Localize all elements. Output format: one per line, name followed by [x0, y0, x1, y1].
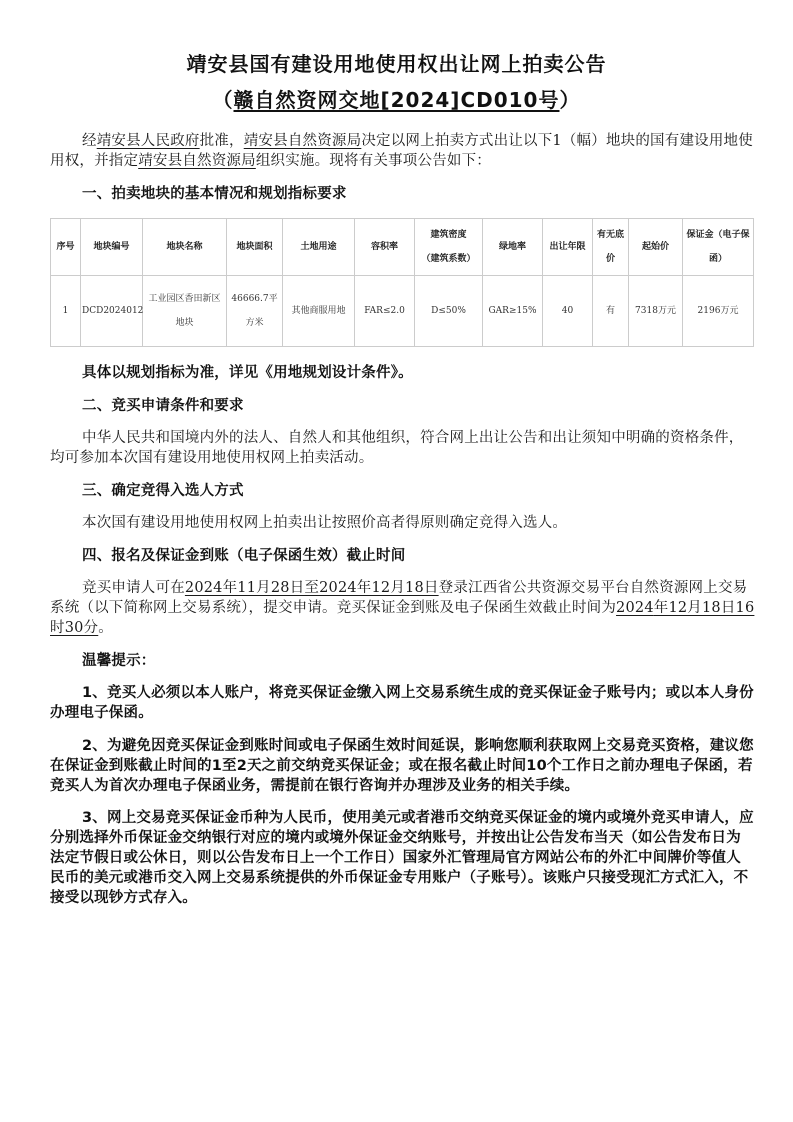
tip-3 — [50, 802, 755, 915]
table-header-cell — [683, 219, 754, 276]
header-label: （建筑系数） — [421, 254, 476, 264]
cell-plot-code: DCD2024012 — [81, 276, 143, 347]
table-header-cell — [355, 219, 415, 276]
header-label: 函） — [708, 254, 727, 264]
tip-1 — [50, 677, 755, 730]
registration-period: 2024年11月28日至2024年12月18日 — [184, 580, 439, 596]
section-4-heading: 四、报名及保证金到账（电子保函生效）截止时间 — [82, 547, 406, 564]
intro-text: 组织实施。现将有关事项公告如下： — [255, 153, 492, 169]
tip-2-part: 2、为避免因竞买保证金到账时间或电子保函生效时间延误，影响您顺利获取网上交易竞买资 — [82, 737, 681, 754]
intro-text: 批准， — [199, 133, 244, 149]
section-2-text — [50, 422, 755, 475]
cell-area — [227, 276, 283, 347]
section-2-text-part: 中华人民共和国境内外的法人、自然人和其他组织，符合网上出让公告和出让须知中明确的资 — [82, 430, 685, 446]
header-label: 有无底 — [596, 230, 624, 240]
tip-2-part: 续。 — [549, 777, 580, 794]
cell-reserve-price: 有 — [593, 276, 629, 347]
plot-name-line: 地块 — [175, 318, 194, 328]
header-label: 出让年限 — [549, 242, 586, 252]
tip-3-part: 号）。该账户只接受现汇方式汇入，不接受以现钞方式存入。 — [50, 870, 749, 906]
cell-term: 40 — [543, 276, 593, 347]
table-header-cell — [593, 219, 629, 276]
tip-3-part: 请人，应分别选择外币保证金交纳银行对应的境内或境外保证金交纳账号，并按出让公告发布当天 — [50, 810, 754, 846]
notice-title: 靖安县国有建设用地使用权出让网上拍卖公告 — [186, 52, 607, 76]
section-4-text: 登录江西省公共资源交易平台自然资源网上 — [438, 580, 718, 596]
section-3-heading: 三、确定竞得入选人方式 — [82, 482, 244, 499]
doc-number: 赣自然资网交地[2024]CD010号 — [233, 88, 560, 112]
table-header-cell — [81, 219, 143, 276]
doc-number-open-paren: （ — [212, 88, 234, 112]
tips-heading: 温馨提示： — [82, 652, 156, 669]
tip-1-part: 1、竞买人必须以本人账户，将竞买保证金缴入网上交易系统生成的竞买保证金子账号内；或以 — [82, 685, 695, 701]
header-label: 保证金（电子保 — [686, 230, 750, 240]
area-line: 46666.7平 — [231, 294, 278, 304]
header-label: 地块面积 — [236, 242, 273, 252]
header-label: 土地用途 — [300, 242, 337, 252]
header-label: 序号 — [56, 242, 75, 252]
table-header-cell — [543, 219, 593, 276]
table-header-cell — [483, 219, 543, 276]
tip-1-part: 本人身份办理电子保函。 — [50, 685, 754, 721]
deadline: 2024 — [616, 600, 654, 616]
cell-seq: 1 — [51, 276, 81, 347]
planning-note: 具体以规划指标为准，详见《用地规划设计条件》。 — [82, 365, 413, 381]
section-4-text: 交易系统（以下简称网上交易系统），提交申请。竞买保证金到账及电子保函生效截止时间为 — [50, 580, 748, 616]
section-3-text: 本次国有建设用地使用权网上拍卖出让按照价高者得原则确定竞得入选人。 — [82, 515, 568, 531]
table-header-cell — [227, 219, 283, 276]
cell-density: D≤50% — [415, 276, 483, 347]
tip-2-part: 前办理电子保函，若竞买人为首次办理电子保函业务，需提前在银行咨询并办理涉及业务的相关手 — [50, 757, 753, 794]
cell-land-use: 其他商服用地 — [283, 276, 355, 347]
header-label: 价 — [605, 254, 615, 264]
table-header-cell — [415, 219, 483, 276]
section-2-heading: 二、竞买申请条件和要求 — [82, 397, 244, 414]
header-label: 建筑密度 — [430, 230, 467, 240]
tip-2 — [50, 730, 755, 803]
tip-2-part: 格，建议您在保证金到账截止时间的1至2天之前交纳竞买保证金；或在报名截止时间10个工作日之 — [50, 737, 754, 774]
deadline: 年12月18日16时30分 — [50, 600, 755, 636]
tip-3-part: （如公告发布日为法定节假日或公休日，则以公告发布日上一个工作日）国家外汇管理局官方网站 — [50, 830, 741, 866]
section-2-text-part: 格条件，均可参加本次国有建设用地使用权网上拍卖活动。 — [50, 430, 744, 466]
table-row — [51, 276, 754, 347]
cell-green-ratio: GAR≥15% — [483, 276, 543, 347]
doc-number-close-paren: ） — [559, 88, 581, 112]
intro-text: 决定以网上拍卖方式出让以下1（幅）地块的国有建 — [361, 133, 695, 149]
table-header-cell — [283, 219, 355, 276]
header-label: 地块编号 — [93, 242, 130, 252]
header-label: 地块名称 — [166, 242, 203, 252]
plot-name-line: 工业园区香田新区 — [148, 294, 221, 304]
cell-plot-name — [143, 276, 227, 347]
decider-name: 靖安县自然资源局 — [243, 133, 362, 149]
cell-deposit: 2196万元 — [683, 276, 754, 347]
section-4-text: 竞买申请人可在 — [82, 580, 185, 596]
intro-text: 经 — [82, 133, 97, 149]
table-header-row — [51, 219, 754, 276]
header-label: 容积率 — [370, 242, 398, 252]
cell-far: FAR≤2.0 — [355, 276, 415, 347]
tip-3-part: 3、网上交易竞买保证金币种为人民币，使用美元或者港币交纳竞买保证金的境内或境外竞买申 — [82, 810, 695, 826]
section-1-heading: 一、拍卖地块的基本情况和规划指标要求 — [82, 185, 347, 202]
tip-3-part: 公布的外汇中间牌价等值人民币的美元或港币交入网上交易系统提供的外币保证金专用账户（子账 — [50, 850, 741, 886]
approver-name: 靖安县人民政府 — [96, 133, 200, 149]
section-4-text: 。 — [98, 620, 113, 636]
intro-text: 设用地使用权，并指定 — [50, 133, 753, 169]
executor-name: 靖安县自然资源局 — [138, 153, 256, 169]
notice-doc-number — [0, 87, 793, 113]
area-line: 方米 — [245, 318, 264, 328]
table-header-cell — [143, 219, 227, 276]
header-label: 绿地率 — [498, 242, 526, 252]
section-4-paragraph — [50, 572, 755, 645]
plot-table — [50, 218, 754, 347]
intro-paragraph — [50, 125, 755, 178]
header-label: 起始价 — [641, 242, 669, 252]
table-header-cell — [51, 219, 81, 276]
cell-start-price: 7318万元 — [629, 276, 683, 347]
table-header-cell — [629, 219, 683, 276]
